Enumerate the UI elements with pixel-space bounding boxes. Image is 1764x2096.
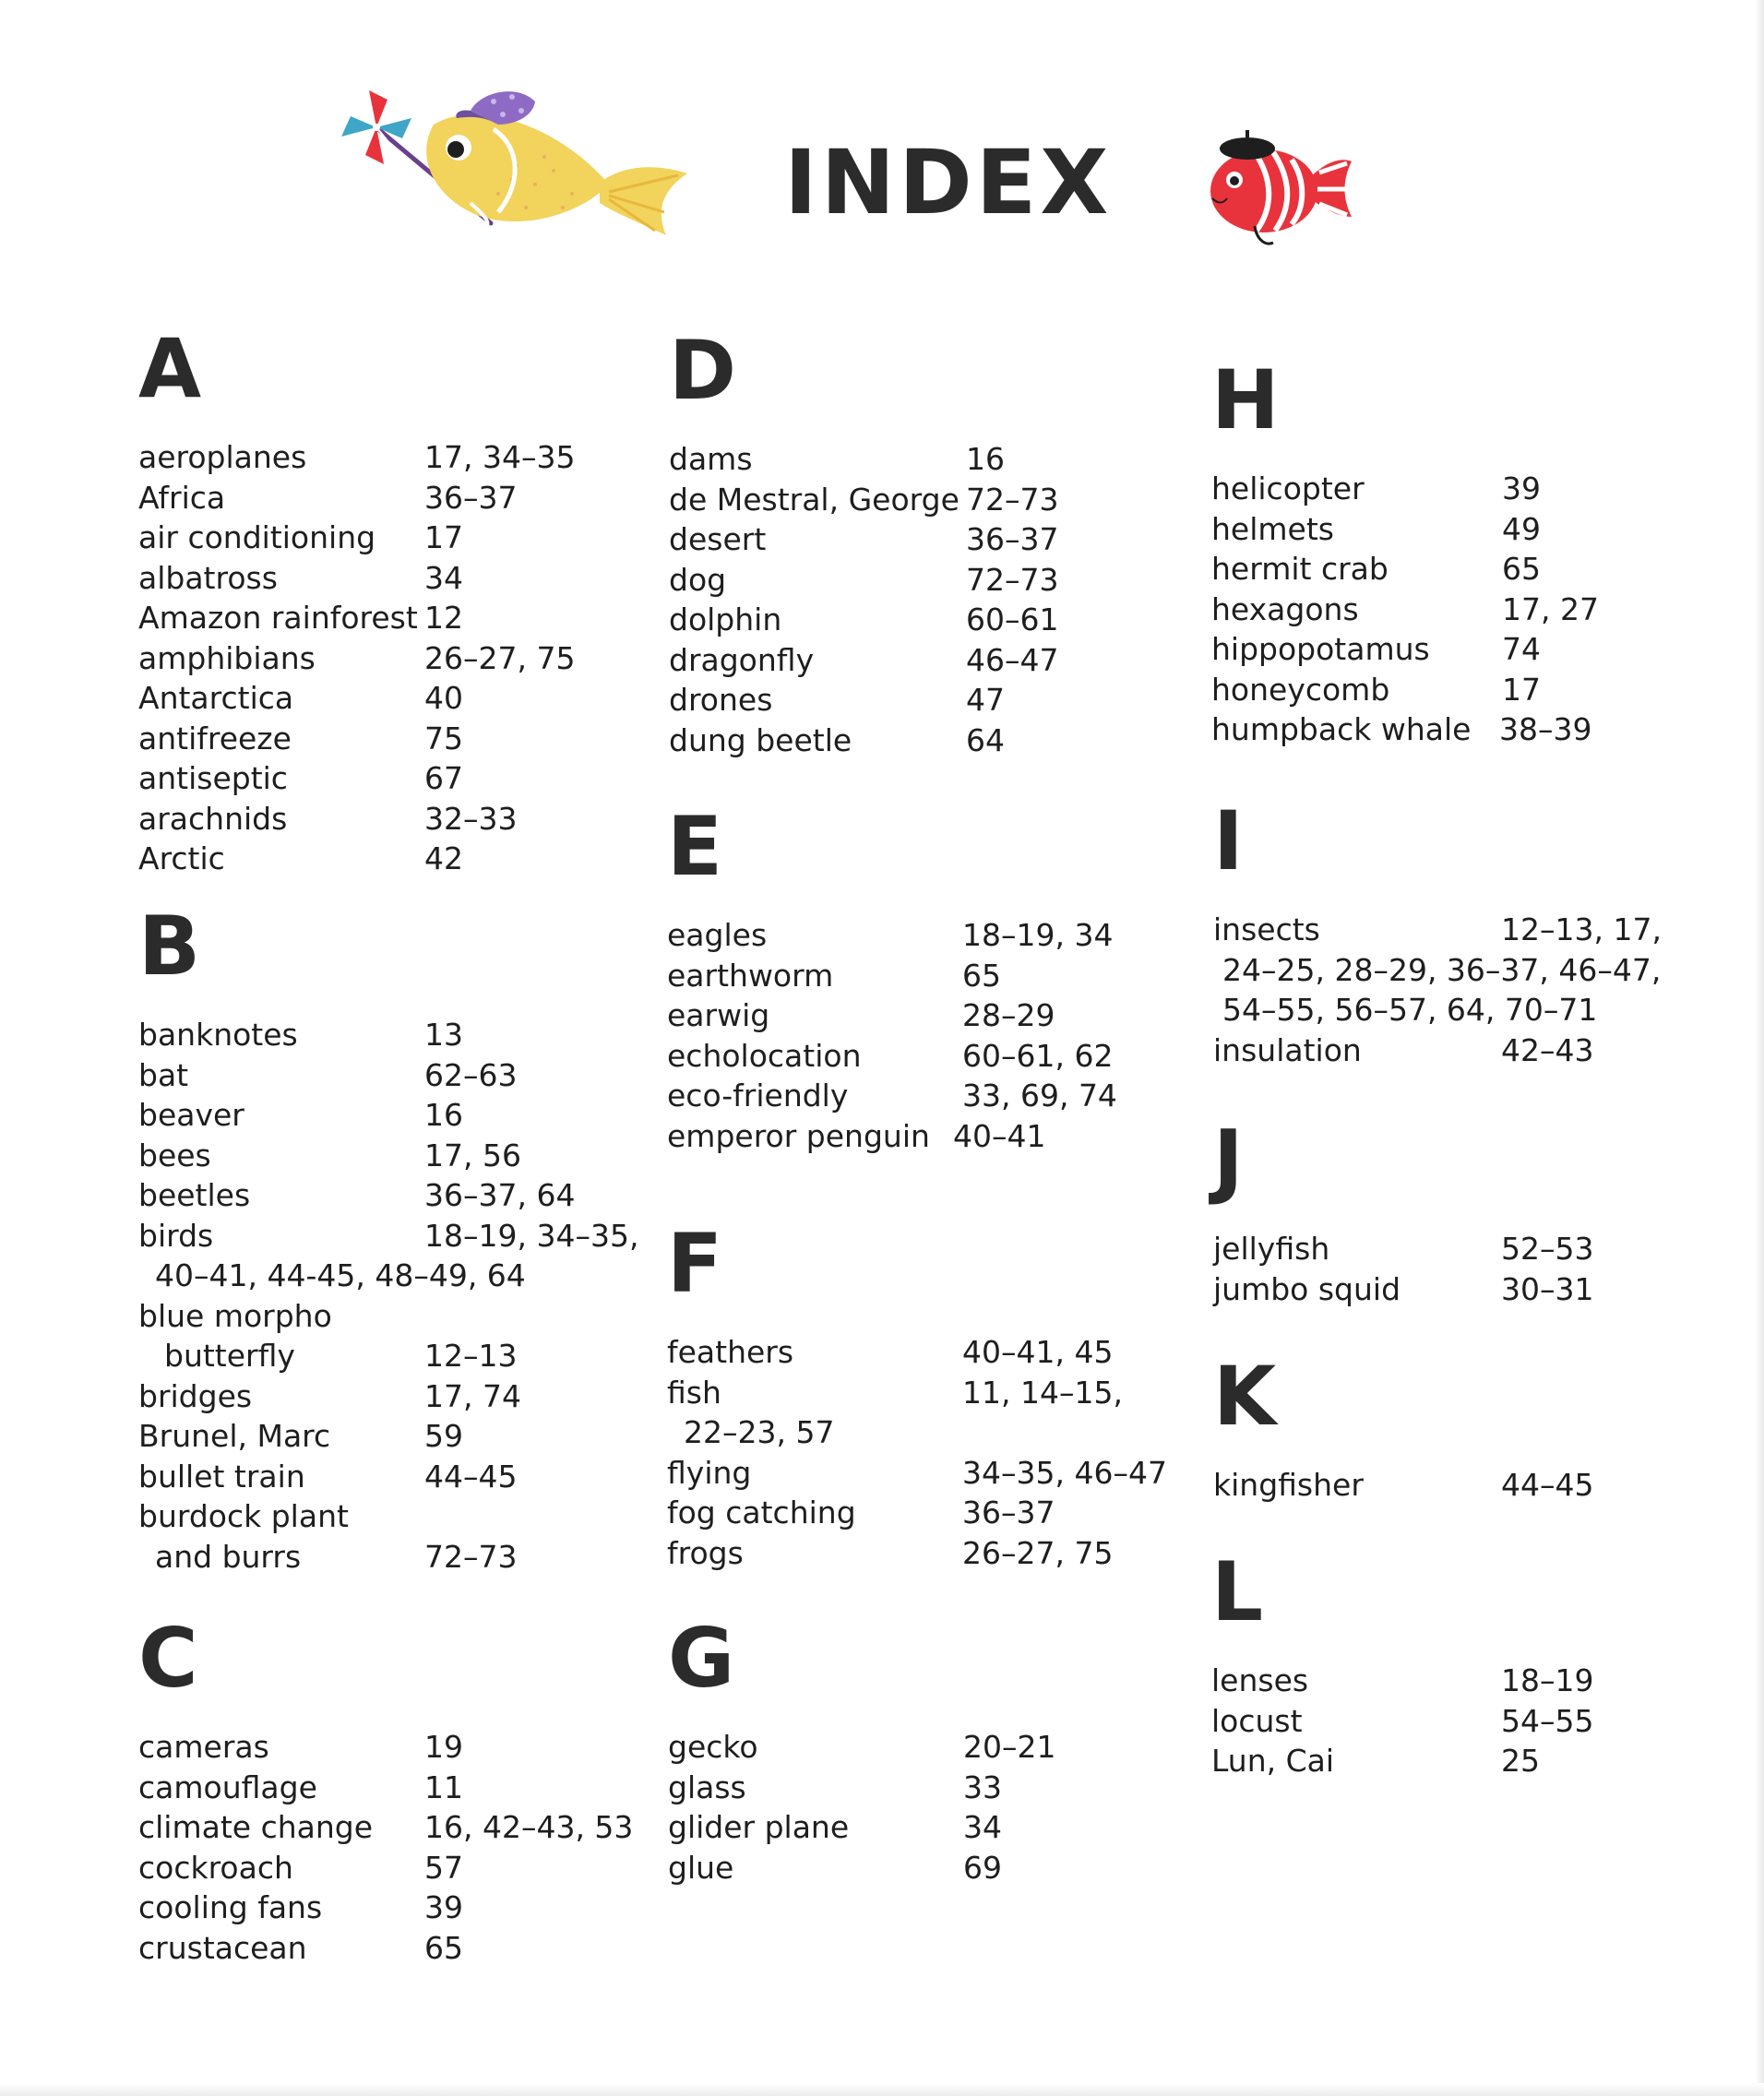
entry-pages: 40 [424, 680, 463, 716]
index-entry [138, 1376, 521, 1417]
index-entry [138, 558, 463, 599]
entry-pages: 17, 27 [1502, 590, 1599, 627]
entry-term: humpback whale [1211, 711, 1472, 747]
entry-term: dragonfly [669, 641, 815, 678]
entry-term: banknotes [138, 1017, 298, 1053]
entry-term: climate change [138, 1809, 374, 1845]
entry-term: lenses [1211, 1662, 1309, 1698]
entry-pages: 47 [966, 682, 1005, 718]
entry-term: helicopter [1211, 470, 1365, 506]
entry-term: hermit crab [1211, 551, 1389, 587]
entry-pages: 57 [424, 1849, 463, 1886]
entry-list [138, 437, 576, 879]
entry-pages: 28–29 [962, 997, 1055, 1033]
entry-term: cameras [138, 1729, 269, 1765]
entry-list [138, 1727, 634, 1968]
index-entry [669, 480, 1059, 520]
index-entry [138, 1336, 518, 1376]
index-entry [138, 1055, 518, 1096]
entry-pages: 42 [424, 840, 463, 876]
yellow-fish-illustration [332, 74, 701, 258]
index-entry [138, 1807, 634, 1848]
entry-term: echolocation [667, 1037, 862, 1074]
index-entry [138, 1136, 521, 1176]
index-entry [667, 1373, 1123, 1413]
entry-pages: 39 [424, 1889, 463, 1925]
entry-term: aeroplanes [138, 439, 307, 475]
section-letter: E [667, 799, 723, 894]
index-entry [667, 1533, 1114, 1574]
entry-pages: 17 [424, 519, 463, 555]
entry-pages: 67 [424, 760, 463, 796]
entry-pages: 62–63 [424, 1056, 518, 1093]
entry-pages: 65 [1502, 551, 1541, 587]
entry-pages: 34 [424, 559, 463, 596]
entry-pages: 60–61, 62 [962, 1037, 1114, 1074]
entry-term: hippopotamus [1211, 631, 1430, 667]
index-entry [669, 439, 1005, 480]
index-entry [138, 1888, 463, 1928]
entry-term: Lun, Cai [1211, 1743, 1335, 1779]
section-e [667, 799, 1117, 1156]
section-letter: C [138, 1611, 198, 1706]
entry-pages: 34 [963, 1809, 1002, 1845]
entry-term: helmets [1211, 510, 1334, 547]
section-f [667, 1216, 1167, 1573]
entry-term: flying [667, 1454, 752, 1491]
entry-term: amphibians [138, 639, 316, 676]
entry-term: hexagons [1211, 590, 1359, 627]
entry-pages: 36–37 [966, 521, 1059, 557]
entry-list [669, 439, 1059, 760]
entry-term: Antarctica [138, 680, 294, 716]
entry-pages: 20–21 [963, 1729, 1056, 1765]
index-entry [138, 598, 463, 638]
entry-pages: 72–73 [424, 1538, 518, 1575]
index-entry [669, 560, 1059, 601]
entry-term: emperor penguin [667, 1117, 930, 1154]
index-entry-continuation [667, 1412, 835, 1453]
entry-pages: 65 [424, 1929, 463, 1966]
entry-pages: 19 [424, 1729, 463, 1765]
entry-pages: 17, 74 [424, 1377, 521, 1414]
section-a [138, 321, 576, 879]
section-b [138, 899, 639, 1577]
entry-pages: 75 [424, 720, 463, 756]
section-letter: A [138, 321, 202, 416]
index-entry [138, 758, 463, 799]
entry-pages: 12–13, 17, [1501, 911, 1662, 947]
entry-pages: 32–33 [424, 800, 518, 837]
index-entry [138, 1416, 463, 1457]
red-fish-illustration [1199, 125, 1356, 254]
entry-list [1213, 1229, 1594, 1309]
entry-pages: 17, 56 [424, 1137, 521, 1173]
index-entry [667, 915, 1114, 956]
entry-term: jellyfish [1213, 1231, 1330, 1267]
entry-term: jumbo squid [1213, 1270, 1401, 1307]
section-letter: B [138, 899, 201, 994]
index-entry [669, 600, 1059, 640]
entry-term: drones [669, 682, 773, 718]
index-entry [1211, 629, 1541, 670]
index-entry [138, 1928, 463, 1969]
entry-pages: 16 [424, 1097, 463, 1133]
entry-term: kingfisher [1213, 1467, 1364, 1503]
entry-term: dog [669, 561, 727, 598]
entry-term: bees [138, 1137, 211, 1173]
index-entry [138, 1457, 518, 1497]
index-entry [1211, 1701, 1594, 1742]
entry-term: de Mestral, George [669, 481, 959, 518]
entry-term: frogs [667, 1534, 744, 1571]
index-entry [668, 1727, 1056, 1768]
entry-pages-continuation: 24–25, 28–29, 36–37, 46–47, [1222, 951, 1662, 988]
section-j [1213, 1113, 1594, 1309]
entry-term: antifreeze [138, 720, 292, 756]
index-entry [138, 1216, 639, 1256]
entry-pages-continuation: 40–41, 44-45, 48–49, 64 [155, 1257, 526, 1293]
entry-list [667, 1332, 1167, 1573]
index-entry [1213, 1465, 1594, 1506]
index-entry-continuation [138, 1256, 526, 1296]
section-g [668, 1611, 1056, 1888]
entry-term-continuation: butterfly [164, 1338, 295, 1374]
entry-term: burdock plant [138, 1498, 349, 1534]
page-edge-shadow [1755, 0, 1764, 2096]
index-entry [667, 956, 1001, 996]
entry-pages: 13 [424, 1017, 463, 1053]
entry-pages: 11 [424, 1768, 463, 1805]
entry-term: crustacean [138, 1929, 307, 1966]
entry-pages: 16 [966, 441, 1005, 477]
entry-pages: 40–41, 45 [962, 1334, 1114, 1370]
entry-term: antiseptic [138, 760, 288, 796]
index-entry [138, 1015, 463, 1055]
entry-term: gecko [668, 1729, 758, 1765]
entry-list [667, 915, 1117, 1156]
index-entry [138, 719, 463, 759]
index-entry [138, 1768, 463, 1808]
index-entry [669, 720, 1005, 761]
entry-pages: 72–73 [966, 561, 1059, 598]
index-entry [669, 519, 1059, 560]
index-entry [138, 638, 576, 679]
entry-pages: 12 [424, 600, 463, 636]
entry-term: Brunel, Marc [138, 1418, 331, 1454]
entry-pages: 39 [1502, 470, 1541, 506]
entry-term: bridges [138, 1377, 253, 1414]
index-entry-continuation [1213, 950, 1662, 991]
entry-pages: 72–73 [966, 481, 1059, 518]
entry-term: bullet train [138, 1458, 305, 1495]
entry-term: Arctic [138, 840, 225, 876]
section-letter: I [1213, 793, 1244, 888]
index-entry [667, 1076, 1117, 1116]
entry-term-continuation: and burrs [155, 1538, 302, 1575]
index-entry [138, 1296, 332, 1337]
index-entry [138, 1095, 463, 1136]
entry-pages: 54–55 [1501, 1702, 1594, 1739]
index-entry [669, 680, 1005, 720]
entry-list [1213, 910, 1662, 1070]
index-entry [138, 799, 518, 840]
entry-term: earthworm [667, 957, 834, 994]
entry-pages: 74 [1502, 631, 1541, 667]
entry-term: dung beetle [669, 721, 852, 758]
entry-term: eco-friendly [667, 1078, 849, 1114]
section-h [1211, 352, 1599, 750]
entry-term: Africa [138, 479, 226, 516]
entry-pages: 16, 42–43, 53 [424, 1809, 634, 1845]
index-entry [667, 1332, 1114, 1373]
entry-term: feathers [667, 1334, 794, 1370]
entry-term: fog catching [667, 1495, 856, 1530]
section-k [1213, 1349, 1594, 1506]
entry-term: insulation [1213, 1031, 1362, 1068]
index-entry [668, 1807, 1002, 1848]
index-entry [1211, 709, 1592, 750]
entry-pages: 26–27, 75 [962, 1534, 1114, 1571]
entry-term: desert [669, 521, 767, 557]
index-entry [1213, 1229, 1594, 1269]
index-entry [668, 1768, 1002, 1808]
section-c [138, 1611, 634, 1968]
entry-pages: 25 [1501, 1743, 1540, 1779]
entry-pages: 52–53 [1501, 1231, 1594, 1267]
index-entry [138, 1537, 518, 1578]
index-entry [138, 839, 463, 879]
entry-term: birds [138, 1217, 214, 1254]
index-entry [667, 1493, 1055, 1533]
index-entry [667, 995, 1055, 1036]
index-entry [1213, 1269, 1594, 1310]
entry-pages-continuation: 22–23, 57 [684, 1414, 835, 1450]
entry-term: cockroach [138, 1849, 293, 1886]
entry-term: dolphin [669, 601, 782, 637]
entry-pages: 38–39 [1499, 711, 1592, 747]
entry-pages: 18–19 [1501, 1662, 1594, 1698]
entry-pages: 33 [963, 1768, 1002, 1805]
index-entry [1211, 549, 1541, 590]
section-l [1211, 1544, 1594, 1781]
section-letter: L [1211, 1544, 1264, 1639]
section-i [1213, 793, 1662, 1070]
entry-pages: 17 [1502, 671, 1541, 708]
entry-pages: 11, 14–15, [962, 1374, 1123, 1411]
index-entry [1211, 1741, 1540, 1781]
index-entry [1211, 1661, 1594, 1701]
entry-term: air conditioning [138, 519, 376, 555]
entry-term: fish [667, 1374, 721, 1411]
section-letter: H [1211, 352, 1280, 447]
entry-pages: 36–37, 64 [424, 1177, 576, 1213]
index-entry [667, 1116, 1046, 1157]
index-entry [138, 1848, 463, 1888]
index-entry [138, 478, 518, 518]
index-entry [667, 1036, 1114, 1077]
entry-pages: 65 [962, 957, 1001, 994]
entry-term: blue morpho [138, 1297, 332, 1334]
entry-pages: 44–45 [1501, 1467, 1594, 1503]
entry-pages: 42–43 [1501, 1031, 1594, 1068]
entry-term: arachnids [138, 800, 288, 837]
index-entry [138, 1727, 463, 1768]
entry-term: insects [1213, 911, 1320, 947]
index-entry [668, 1848, 1002, 1888]
entry-term: cooling fans [138, 1889, 323, 1925]
entry-list [138, 1015, 639, 1577]
entry-pages: 60–61 [966, 601, 1059, 637]
entry-pages: 17, 34–35 [424, 439, 576, 475]
index-entry [1213, 910, 1662, 950]
entry-pages: 34–35, 46–47 [962, 1454, 1167, 1491]
entry-pages: 36–37 [424, 479, 518, 516]
entry-term: beaver [138, 1097, 244, 1133]
entry-term: dams [669, 441, 753, 477]
entry-pages: 40–41 [953, 1117, 1046, 1154]
index-entry [1211, 469, 1541, 509]
entry-pages: 69 [963, 1849, 1002, 1886]
entry-term: glider plane [668, 1809, 850, 1845]
entry-term: Amazon rainforest [138, 600, 418, 636]
entry-list [1211, 1661, 1594, 1781]
section-letter: K [1213, 1349, 1277, 1444]
entry-term: eagles [667, 917, 768, 953]
index-entry [1211, 670, 1541, 710]
index-entry [138, 437, 576, 478]
section-letter: J [1213, 1113, 1244, 1208]
entry-pages: 64 [966, 721, 1005, 758]
entry-pages: 12–13 [424, 1338, 518, 1374]
entry-pages: 49 [1502, 510, 1541, 547]
index-entry-continuation [1213, 990, 1598, 1030]
entry-pages: 30–31 [1501, 1270, 1594, 1307]
index-entry [1211, 590, 1599, 630]
entry-pages: 59 [424, 1418, 463, 1454]
entry-term: beetles [138, 1177, 251, 1213]
section-letter: F [667, 1216, 723, 1311]
index-entry [138, 1496, 349, 1537]
entry-pages: 44–45 [424, 1458, 518, 1495]
entry-term: camouflage [138, 1768, 317, 1805]
entry-term: locust [1211, 1702, 1303, 1739]
entry-pages-continuation: 54–55, 56–57, 64, 70–71 [1222, 992, 1598, 1028]
index-entry [138, 678, 463, 719]
entry-pages: 33, 69, 74 [962, 1078, 1117, 1114]
entry-list [1211, 469, 1599, 750]
entry-list [1213, 1465, 1594, 1506]
entry-term: albatross [138, 559, 278, 596]
entry-pages: 18–19, 34 [962, 917, 1114, 953]
section-letter: D [669, 323, 737, 418]
section-letter: G [668, 1611, 735, 1706]
index-entry [667, 1453, 1167, 1494]
entry-term: glass [668, 1768, 746, 1805]
entry-list [668, 1727, 1056, 1888]
index-entry [138, 518, 463, 558]
entry-pages: 26–27, 75 [424, 639, 576, 676]
entry-term: bat [138, 1056, 189, 1093]
entry-term: glue [668, 1849, 734, 1886]
index-entry [669, 640, 1059, 681]
page-title: INDEX [784, 131, 1113, 234]
index-entry [1211, 509, 1541, 550]
index-entry [1213, 1030, 1594, 1071]
section-d [669, 323, 1059, 760]
entry-pages: 18–19, 34–35, [424, 1217, 639, 1254]
entry-pages: 36–37 [962, 1495, 1055, 1530]
entry-term: honeycomb [1211, 671, 1390, 708]
entry-term: earwig [667, 997, 770, 1033]
index-entry [138, 1175, 576, 1216]
entry-pages: 46–47 [966, 641, 1059, 678]
page-bottom-shadow [0, 2083, 1764, 2096]
